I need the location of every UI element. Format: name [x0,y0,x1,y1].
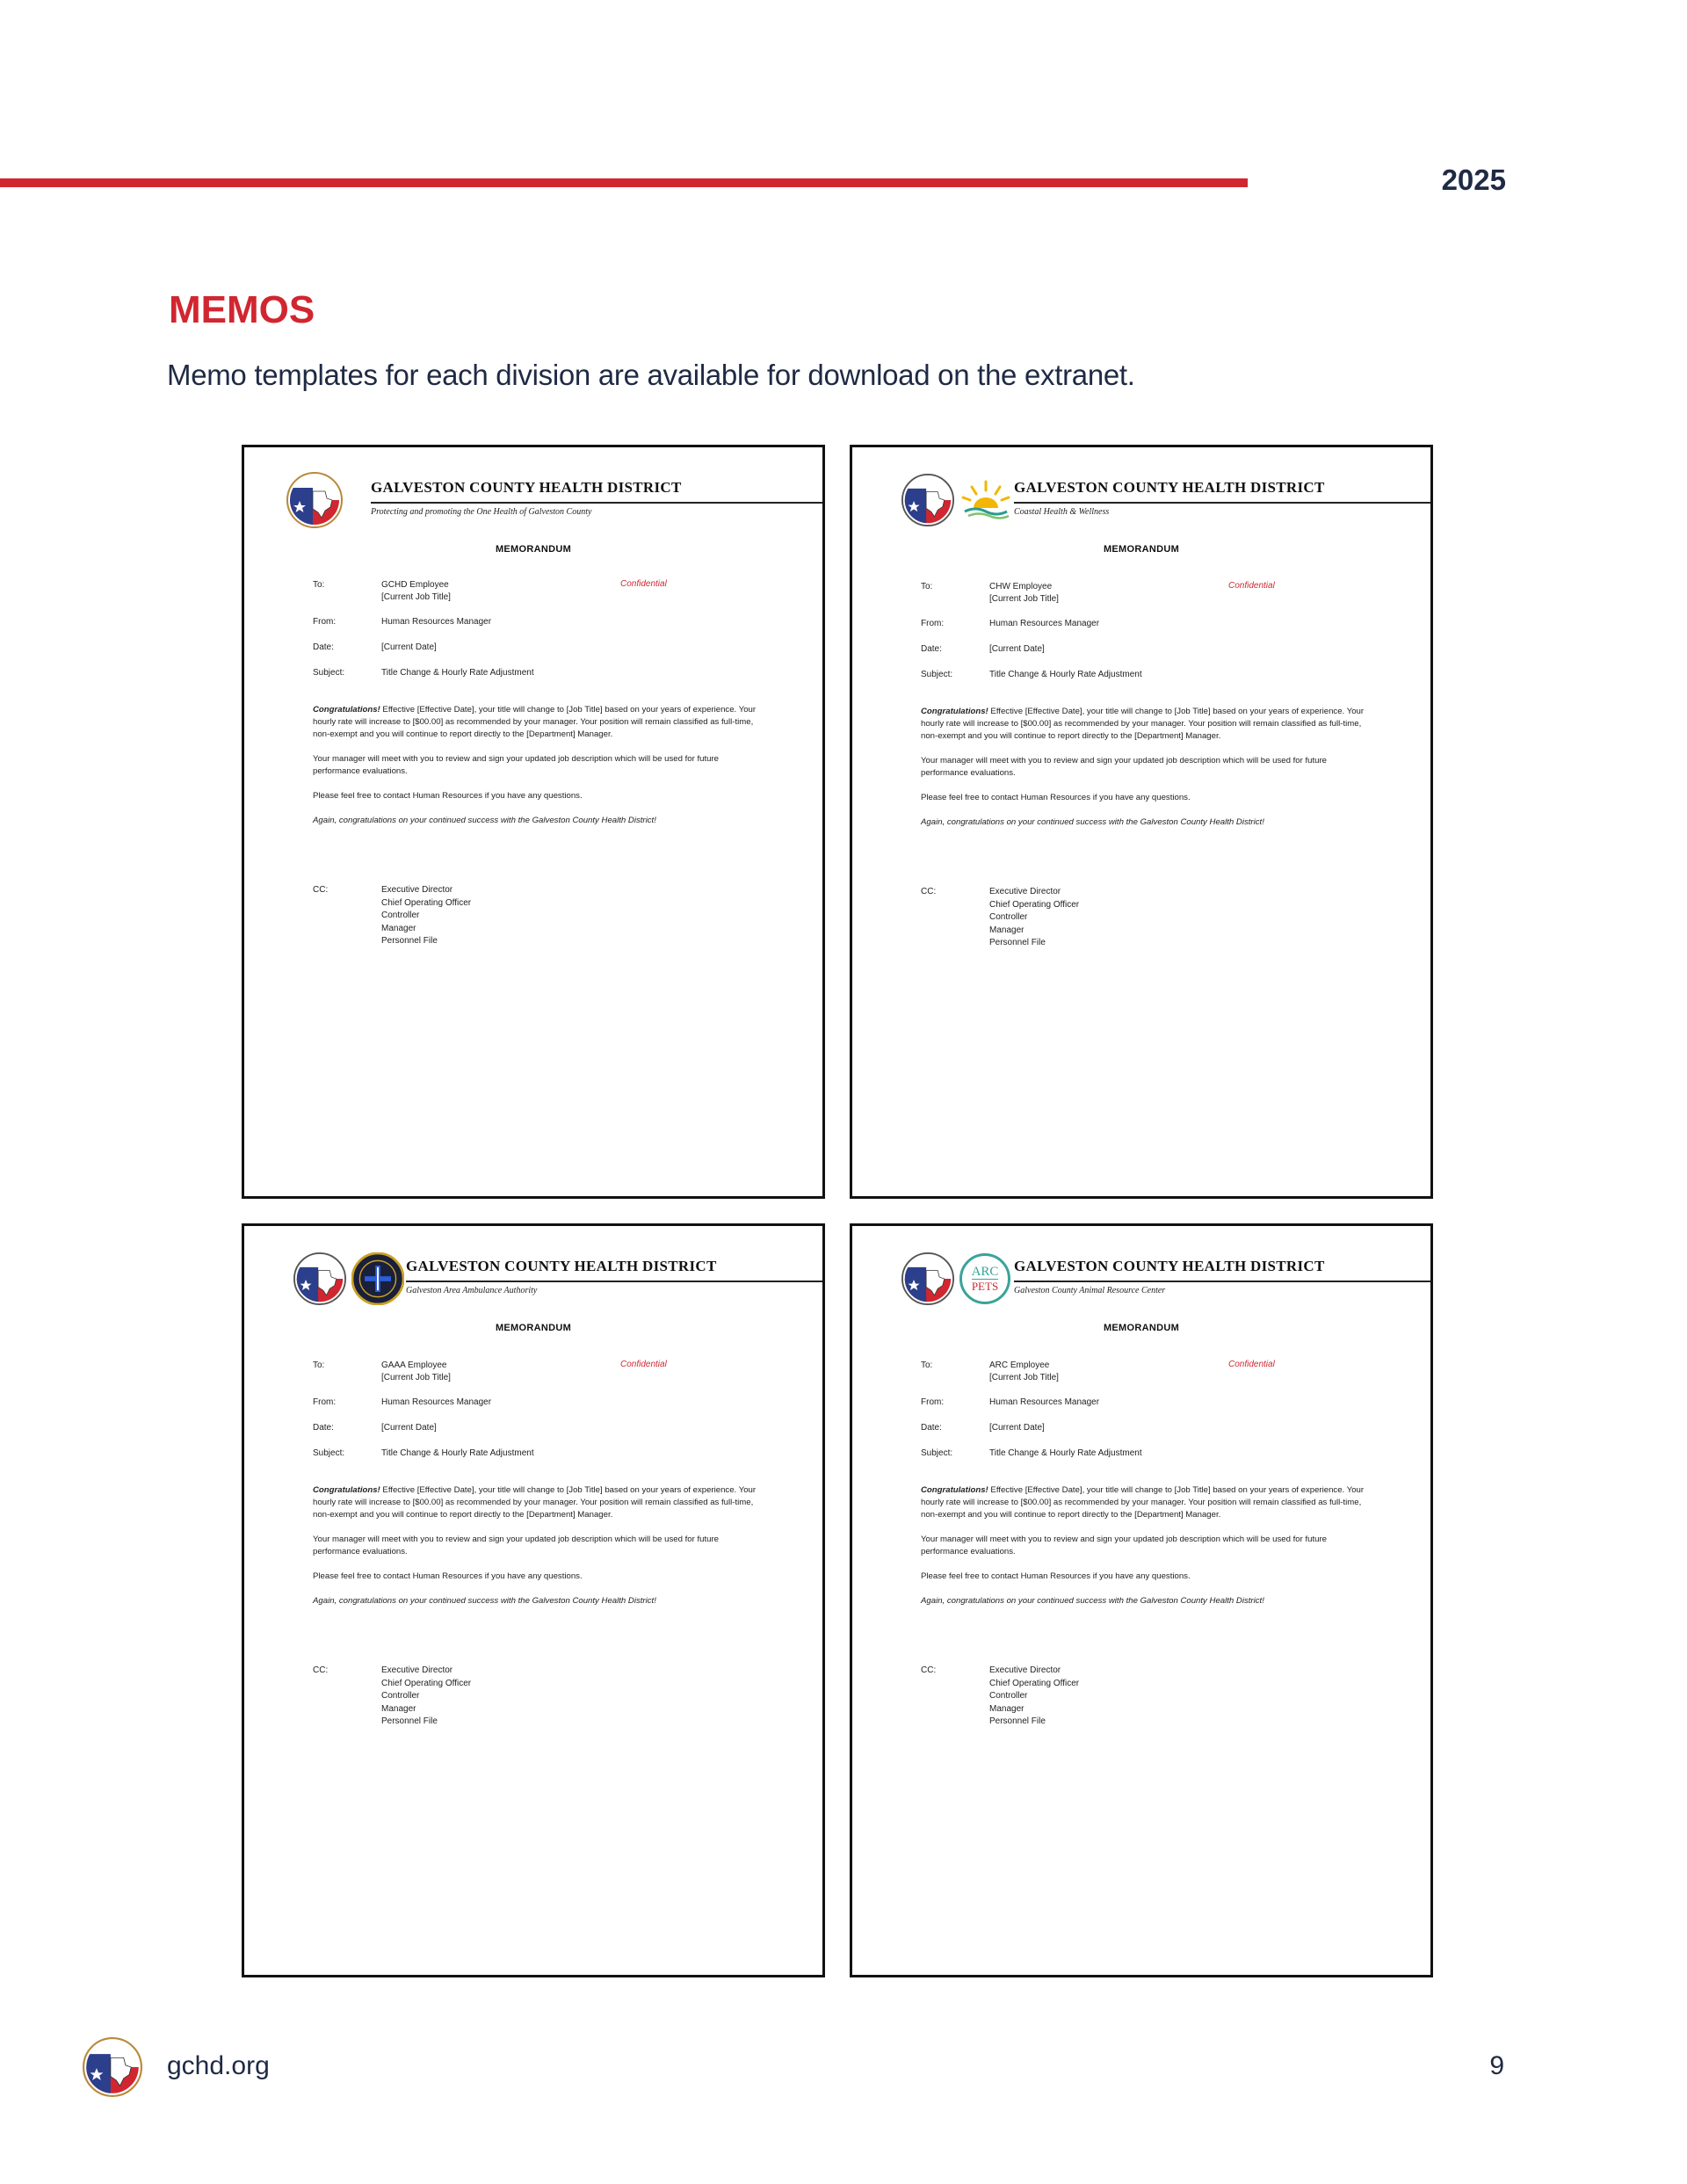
memo-tagline: Galveston County Animal Resource Center [1014,1286,1166,1295]
cc-list [381,884,471,948]
from-label: From: [921,619,945,628]
cc-item: Chief Operating Officer [381,897,472,908]
body-paragraph-1: Effective [Effective Date], your title will change to [Job Title] based on your years of experience. Your hourly rate will increase to [$00.00] as recommended by your manager. Your position will remain classified as full-time, non-exempt and you will continue to report directly to the [Department] Manager. [313,705,757,739]
date-value: [Current Date] [989,644,1045,654]
cc-item: Personnel File [381,1716,438,1726]
date-label: Date: [313,1423,334,1433]
congrats-text: Congratulations! [313,705,380,715]
from-value: Human Resources Manager [989,619,1100,628]
memo-title: MEMORANDUM [495,1323,572,1333]
page-number: 9 [1489,2051,1504,2080]
subject-value: Title Change & Hourly Rate Adjustment [989,670,1142,679]
cc-list [381,1665,471,1729]
memo-body [313,704,759,839]
cc-item: Personnel File [989,1716,1046,1726]
memo-org-name: GALVESTON COUNTY HEALTH DISTRICT [1014,1258,1325,1274]
cc-item: Executive Director [989,887,1061,896]
subject-label: Subject: [921,1448,953,1458]
cc-item: Controller [381,1691,420,1701]
cc-item: Manager [989,1703,1025,1714]
to-recipient: GCHD Employee [381,580,449,590]
to-job-title: [Current Job Title] [381,1373,451,1382]
memo-tagline: Coastal Health & Wellness [1014,507,1110,517]
body-paragraph-3: Please feel free to contact Human Resources if you have any questions. [921,793,1191,802]
body-paragraph-3: Please feel free to contact Human Resources if you have any questions. [313,1571,583,1581]
to-job-title: [Current Job Title] [381,592,451,602]
date-label: Date: [921,1423,942,1433]
document-year: 2025 [1441,163,1506,196]
memo-body [921,1484,1367,1620]
memo-template-chw [850,445,1433,1199]
memo-title: MEMORANDUM [1103,544,1180,555]
cc-item: Controller [989,912,1028,922]
pets-logo-text: PETS [971,1279,999,1293]
cc-item: Executive Director [381,885,453,895]
congrats-text: Congratulations! [921,1485,988,1495]
body-paragraph-2: Your manager will meet with you to review and sign your updated job description which will be used for future performance evaluations. [921,756,1327,778]
cc-item: Controller [989,1691,1028,1701]
cc-label: CC: [313,885,329,895]
subject-value: Title Change & Hourly Rate Adjustment [381,668,534,678]
memo-letterhead [286,472,822,528]
date-label: Date: [921,644,942,654]
sunrise-icon [959,478,1012,522]
date-value: [Current Date] [381,642,437,652]
congrats-text: Congratulations! [921,707,988,716]
cc-item: Chief Operating Officer [381,1678,472,1688]
cc-item: Personnel File [989,938,1046,947]
closing-line: Again, congratulations on your continued success with the Galveston County Health District! [313,1596,656,1606]
confidential-label: Confidential [1228,581,1275,591]
memo-template-gaaa [242,1223,825,1977]
to-recipient: CHW Employee [989,582,1053,591]
memo-template-arc [850,1223,1433,1977]
body-paragraph-2: Your manager will meet with you to review and sign your updated job description which will be used for future performance evaluations. [921,1535,1327,1556]
subject-label: Subject: [313,668,345,678]
arc-logo-text: ARC [971,1264,999,1279]
texas-flag-seal-icon [901,1252,954,1305]
cc-item: Manager [381,923,416,933]
congrats-text: Congratulations! [313,1485,380,1495]
to-job-title: [Current Job Title] [989,1373,1059,1382]
subject-value: Title Change & Hourly Rate Adjustment [989,1448,1142,1458]
closing-line: Again, congratulations on your continued success with the Galveston County Health District! [921,817,1264,827]
memo-tagline: Protecting and promoting the One Health of Galveston County [371,507,592,517]
to-label: To: [313,1360,325,1370]
closing-line: Again, congratulations on your continued success with the Galveston County Health District! [921,1596,1264,1606]
cc-item: Manager [989,925,1025,935]
texas-flag-seal-icon [293,1252,346,1305]
from-label: From: [313,1397,337,1407]
memo-org-name: GALVESTON COUNTY HEALTH DISTRICT [1014,479,1325,496]
subject-label: Subject: [313,1448,345,1458]
ambulance-seal-icon [351,1252,404,1305]
from-label: From: [921,1397,945,1407]
body-paragraph-1: Effective [Effective Date], your title will change to [Job Title] based on your years of experience. Your hourly rate will increase to [$00.00] as recommended by your manager. Your position will remain classified as full-time, non-exempt and you will continue to report directly to the [Department] Manager. [921,707,1365,741]
memo-letterhead [293,1251,822,1307]
cc-item: Personnel File [381,936,438,946]
cc-list [989,1665,1079,1729]
date-label: Date: [313,642,334,652]
body-paragraph-1: Effective [Effective Date], your title will change to [Job Title] based on your years of experience. Your hourly rate will increase to [$00.00] as recommended by your manager. Your position will remain classified as full-time, non-exempt and you will continue to report directly to the [Department] Manager. [313,1485,757,1520]
subject-label: Subject: [921,670,953,679]
to-recipient: GAAA Employee [381,1360,447,1370]
texas-flag-seal-icon [901,474,954,526]
cc-item: Executive Director [989,1665,1061,1675]
cc-item: Chief Operating Officer [989,899,1080,910]
confidential-label: Confidential [620,579,667,589]
memo-body [921,706,1367,841]
cc-label: CC: [921,887,937,896]
memo-tagline: Galveston Area Ambulance Authority [406,1286,538,1295]
body-paragraph-3: Please feel free to contact Human Resources if you have any questions. [921,1571,1191,1581]
cc-item: Manager [381,1703,416,1714]
memo-org-name: GALVESTON COUNTY HEALTH DISTRICT [406,1258,717,1274]
arc-pets-badge-icon [959,1253,1010,1304]
date-value: [Current Date] [381,1423,437,1433]
from-label: From: [313,617,337,627]
body-paragraph-2: Your manager will meet with you to review and sign your updated job description which will be used for future performance evaluations. [313,1535,719,1556]
cc-item: Executive Director [381,1665,453,1675]
memo-org-name: GALVESTON COUNTY HEALTH DISTRICT [371,479,682,496]
section-subtitle: Memo templates for each division are available for download on the extranet. [167,359,1135,391]
cc-item: Chief Operating Officer [989,1678,1080,1688]
date-value: [Current Date] [989,1423,1045,1433]
confidential-label: Confidential [620,1360,667,1369]
to-label: To: [921,1360,933,1370]
memo-letterhead [901,472,1430,528]
cc-label: CC: [921,1665,937,1675]
memo-letterhead [901,1251,1430,1307]
memo-template-gchd [242,445,825,1199]
cc-list [989,886,1079,950]
confidential-label: Confidential [1228,1360,1275,1369]
cc-label: CC: [313,1665,329,1675]
memo-body [313,1484,759,1620]
body-paragraph-1: Effective [Effective Date], your title will change to [Job Title] based on your years of experience. Your hourly rate will increase to [$00.00] as recommended by your manager. Your position will remain classified as full-time, non-exempt and you will continue to report directly to the [Department] Manager. [921,1485,1365,1520]
to-job-title: [Current Job Title] [989,594,1059,604]
body-paragraph-3: Please feel free to contact Human Resources if you have any questions. [313,791,583,801]
section-title: MEMOS [169,288,315,331]
closing-line: Again, congratulations on your continued success with the Galveston County Health District! [313,816,656,825]
from-value: Human Resources Manager [989,1397,1100,1407]
cc-item: Controller [381,911,420,920]
from-value: Human Resources Manager [381,1397,492,1407]
subject-value: Title Change & Hourly Rate Adjustment [381,1448,534,1458]
to-label: To: [921,582,933,591]
to-recipient: ARC Employee [989,1360,1050,1370]
texas-flag-seal-icon [286,472,343,528]
header-rule [0,178,1248,187]
body-paragraph-2: Your manager will meet with you to review and sign your updated job description which will be used for future performance evaluations. [313,754,719,776]
memo-title: MEMORANDUM [1103,1323,1180,1333]
memo-title: MEMORANDUM [495,544,572,555]
from-value: Human Resources Manager [381,617,492,627]
footer-website-link[interactable]: gchd.org [167,2051,270,2080]
to-label: To: [313,580,325,590]
texas-flag-seal-icon [83,2037,142,2097]
